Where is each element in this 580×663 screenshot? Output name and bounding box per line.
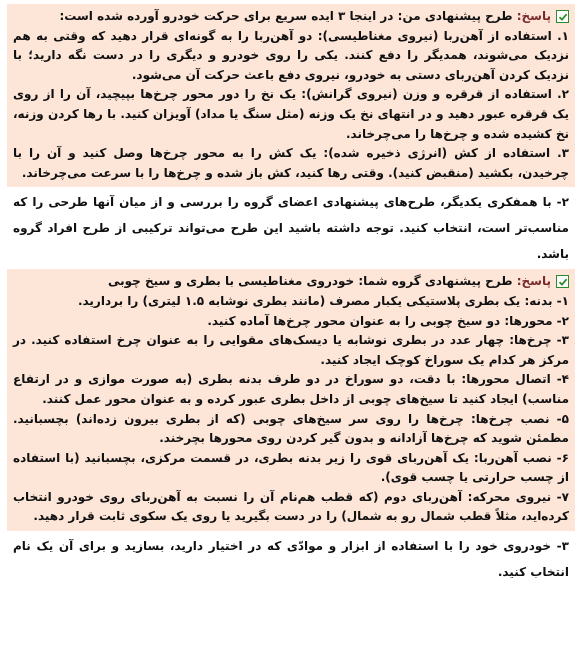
answer-block-2 <box>7 269 575 531</box>
answer-item: ۲- محورها: دو سیخ چوبی را به عنوان محور چرخ‌ها آماده کنید. <box>207 313 569 328</box>
checkbox-icon <box>556 10 569 23</box>
answer-header <box>13 7 569 27</box>
answer-item: ۱. استفاده از آهن‌ربا (نیروی مغناطیسی): دو آهن‌ربا را به گونه‌ای قرار دهید که وقتی به هم نزدیک می‌شوند، همدیگر را دفع کنند. یکی را روی خودرو و دیگری را در دست نگه دارید؛ با نزدیک کردن آهن‌ربای دستی به خودرو، نیروی دفع باعث حرکت آن می‌شود. <box>13 28 569 82</box>
question-2: ۲- با همفکری یکدیگر، طرح‌های پیشنهادی اعضای گروه را بررسی و از میان آنها طرحی را که مناسب‌تر است، انتخاب کنید. توجه داشته باشید این طرح می‌تواند ترکیبی از طرح افراد گروه باشد. <box>13 195 569 262</box>
answer-intro: طرح پیشنهادی گروه شما: خودروی مغناطیسی با بطری و سیخ چوبی <box>107 274 513 289</box>
answer-block-1 <box>7 4 575 187</box>
checkbox-icon <box>556 275 569 288</box>
answer-header <box>13 272 569 292</box>
answer-item: ۳. استفاده از کش (انرژی ذخیره شده): یک کش را به محور چرخ‌ها وصل کنید و آن را با چرخیدن، بکشید (منقبض کنید). وقتی رها کنید، کش باز شده و چرخ‌ها را با سرعت می‌چرخاند. <box>13 146 569 180</box>
answer-item: ۱- بدنه: یک بطری پلاستیکی یکبار مصرف (مانند بطری نوشابه ۱.۵ لیتری) را بردارید. <box>77 293 569 308</box>
answer-item: ۲. استفاده از قرقره و وزن (نیروی گرانش): یک نخ را دور محور چرخ‌ها بپیچید، آن را از روی یک قرقره عبور دهید و در انتهای نخ یک وزنه (مثل سنگ یا مداد) آویزان کنید. با رها کردن وزنه، نخ کشیده شده و چرخ‌ها را می‌چرخاند. <box>13 87 569 141</box>
answer-item: ۴- اتصال محورها: با دقت، دو سوراخ در دو طرف بدنه بطری (به صورت موازی و در ارتفاع مناسب) ایجاد کنید تا سیخ‌های چوبی از داخل بطری عبور کرده و به عنوان محور عمل کنند. <box>13 372 569 406</box>
question-3: ۳- خودروی خود را با استفاده از ابزار و موادّی که در اختیار دارید، بسازید و برای آن یک نام انتخاب کنید. <box>13 539 569 580</box>
answer-item: ۵- نصب چرخ‌ها: چرخ‌ها را روی سر سیخ‌های چوبی (که از بطری بیرون زده‌اند) بچسبانید. مطمئن شوید که چرخ‌ها آزادانه و بدون گیر کردن روی محورها بچرخند. <box>13 411 569 446</box>
answer-item: ۷- نیروی محرکه: آهن‌ربای دوم (که قطب هم‌نام آن را نسبت به آهن‌ربای روی خودرو انتخاب کرده‌اید، مثلاً قطب شمال رو به شمال) را در دست بگیرید یا روی یک سکوی ثابت قرار دهید. <box>13 489 569 524</box>
answer-label: پاسخ: <box>516 274 551 289</box>
answer-label: پاسخ: <box>516 9 551 23</box>
answer-item: ۶- نصب آهن‌ربا: یک آهن‌ربای قوی را زیر بدنه بطری، در قسمت مرکزی، بچسبانید (با استفاده از چسب حرارتی یا چسب قوی). <box>13 450 569 485</box>
answer-intro: طرح پیشنهادی من: در اینجا ۳ ایده سریع برای حرکت خودرو آورده شده است: <box>59 9 513 23</box>
answer-item: ۳- چرخ‌ها: چهار عدد در بطری نوشابه یا دیسک‌های مقوایی را به عنوان چرخ استفاده کنید. در مرکز هر کدام یک سوراخ کوچک ایجاد کنید. <box>13 333 569 367</box>
